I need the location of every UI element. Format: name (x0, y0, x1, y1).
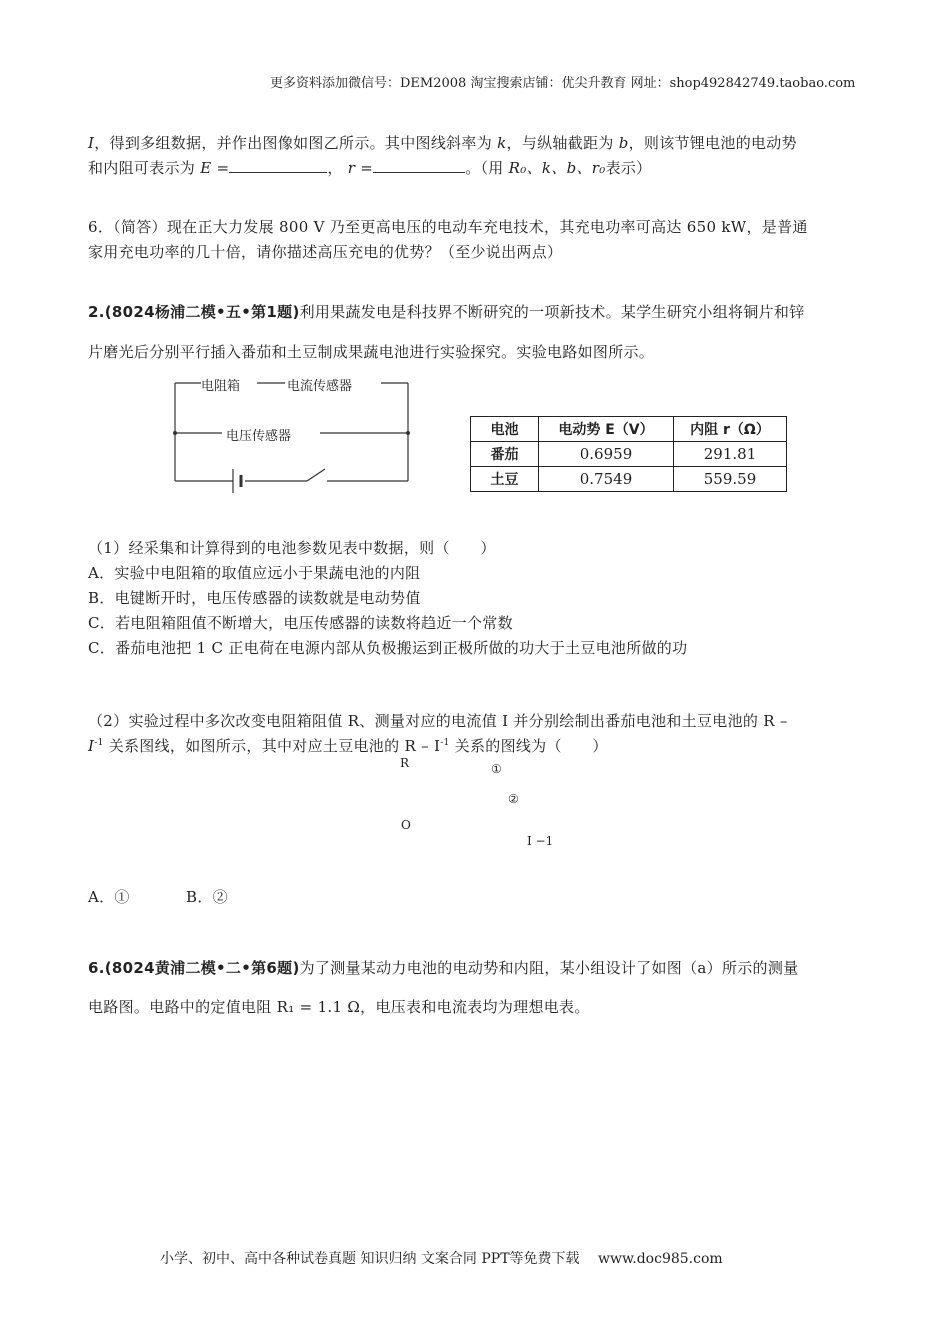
sec2-line-2: 片磨光后分别平行插入番茄和土豆制成果蔬电池进行实验探究。实验电路如图所示。 (88, 343, 655, 361)
table-cell: 土豆 (471, 467, 539, 492)
table-cell: 291.81 (674, 442, 787, 467)
table-header: 内阻 r（Ω） (674, 417, 787, 442)
intro-text-f: 表示） (605, 159, 652, 177)
table-cell: 559.59 (674, 467, 787, 492)
part2-line-2 (88, 735, 608, 756)
intro-line-2 (88, 157, 651, 178)
page-footer: 小学、初中、高中各种试卷真题 知识归纳 文案合同 PPT等免费下载 www.doc985.com (160, 1251, 723, 1267)
sec2-line-1 (88, 301, 805, 322)
option-a: A．实验中电阻箱的取值应远小于果蔬电池的内阻 (88, 564, 421, 582)
table-cell: 0.6959 (539, 442, 674, 467)
var-I: I (88, 737, 95, 755)
battery-table (470, 416, 787, 492)
graph-origin-label: O (401, 818, 411, 832)
intro-line-1 (88, 132, 797, 153)
table-row (471, 467, 787, 492)
part1-stem: （1）经采集和计算得到的电池参数见表中数据，则（ ） (88, 539, 496, 557)
superscript: -1 (440, 738, 450, 748)
intro-text-a: ，得到多组数据，并作出图像如图乙所示。其中图线斜率为 (94, 134, 493, 152)
table-cell: 0.7549 (539, 467, 674, 492)
curve-1-label: ① (491, 762, 502, 776)
intro-text-b: ，与纵轴截距为 (506, 134, 614, 152)
part2-line-1: （2）实验过程中多次改变电阻箱阻值 R、测量对应的电流值 I 并分别绘制出番茄电池和土豆电池的 R – (88, 712, 788, 730)
sec2-text-1: 利用果蔬发电是科技界不断研究的一项新技术。某学生研究小组将铜片和锌 (299, 303, 805, 321)
q6-line-1: 6．（简答）现在正大力发展 800 V 乃至更高电压的电动车充电技术，其充电功率可高达 650 kW，是普通 (88, 218, 808, 236)
table-header: 电动势 E（V） (539, 417, 674, 442)
answer-a: A．① (88, 888, 130, 906)
option-b: B．电键断开时，电压传感器的读数就是电动势值 (88, 589, 421, 607)
sec6-line-2: 电路图。电路中的定值电阻 R₁ = 1.1 Ω，电压表和电流表均为理想电表。 (88, 998, 590, 1016)
answer-b: B．② (186, 888, 228, 906)
graph-y-label: R (400, 756, 410, 770)
table-header: 电池 (471, 417, 539, 442)
curve-2-label: ② (508, 792, 519, 806)
voltage-sensor-label: 电压传感器 (226, 429, 292, 444)
r-blank (373, 172, 465, 173)
var-list: R₀、k、b、r₀ (508, 159, 606, 177)
comma: ， (327, 159, 343, 177)
q6-line-2: 家用充电功率的几十倍，请你描述高压充电的优势？（至少说出两点） (88, 243, 563, 261)
var-k: k (497, 134, 507, 152)
r-equals: r = (347, 159, 374, 177)
junction-left (173, 431, 177, 435)
option-c2: C．番茄电池把 1 C 正电荷在电源内部从负极搬运到正极所做的功大于土豆电池所做的功 (88, 639, 688, 657)
var-I: I (88, 134, 95, 152)
E-blank (229, 172, 327, 173)
var-b: b (618, 134, 629, 152)
sec2-title: 2.(8024杨浦二模•五•第1题) (88, 303, 300, 321)
junction-right (406, 431, 410, 435)
intro-text-d: 和内阻可表示为 (88, 159, 196, 177)
resistor-box-label: 电阻箱 (201, 379, 241, 394)
table-header-row (471, 417, 787, 442)
intro-text-c: ，则该节锂电池的电动势 (628, 134, 797, 152)
sec6-text-1: 为了测量某动力电池的电动势和内阻，某小组设计了如图（a）所示的测量 (299, 959, 799, 977)
part2-text-end: 关系的图线为（ ） (454, 737, 608, 755)
superscript: -1 (94, 738, 104, 748)
table-cell: 番茄 (471, 442, 539, 467)
page-header: 更多资料添加微信号：DEM2008 淘宝搜索店铺：优尖升教育 网址：shop492842749.taobao.com (270, 76, 856, 91)
intro-text-e: 。（用 (465, 159, 504, 177)
E-equals: E = (200, 159, 230, 177)
option-c: C．若电阻箱阻值不断增大，电压传感器的读数将趋近一个常数 (88, 614, 513, 632)
sec6-title: 6.(8024黄浦二模•二•第6题) (88, 959, 300, 977)
current-sensor-label: 电流传感器 (287, 379, 353, 394)
sec6-line-1 (88, 957, 798, 978)
table-row (471, 442, 787, 467)
part2-text: 关系图线，如图所示，其中对应土豆电池的 R – I (108, 737, 441, 755)
graph-x-label: I −1 (527, 834, 554, 848)
